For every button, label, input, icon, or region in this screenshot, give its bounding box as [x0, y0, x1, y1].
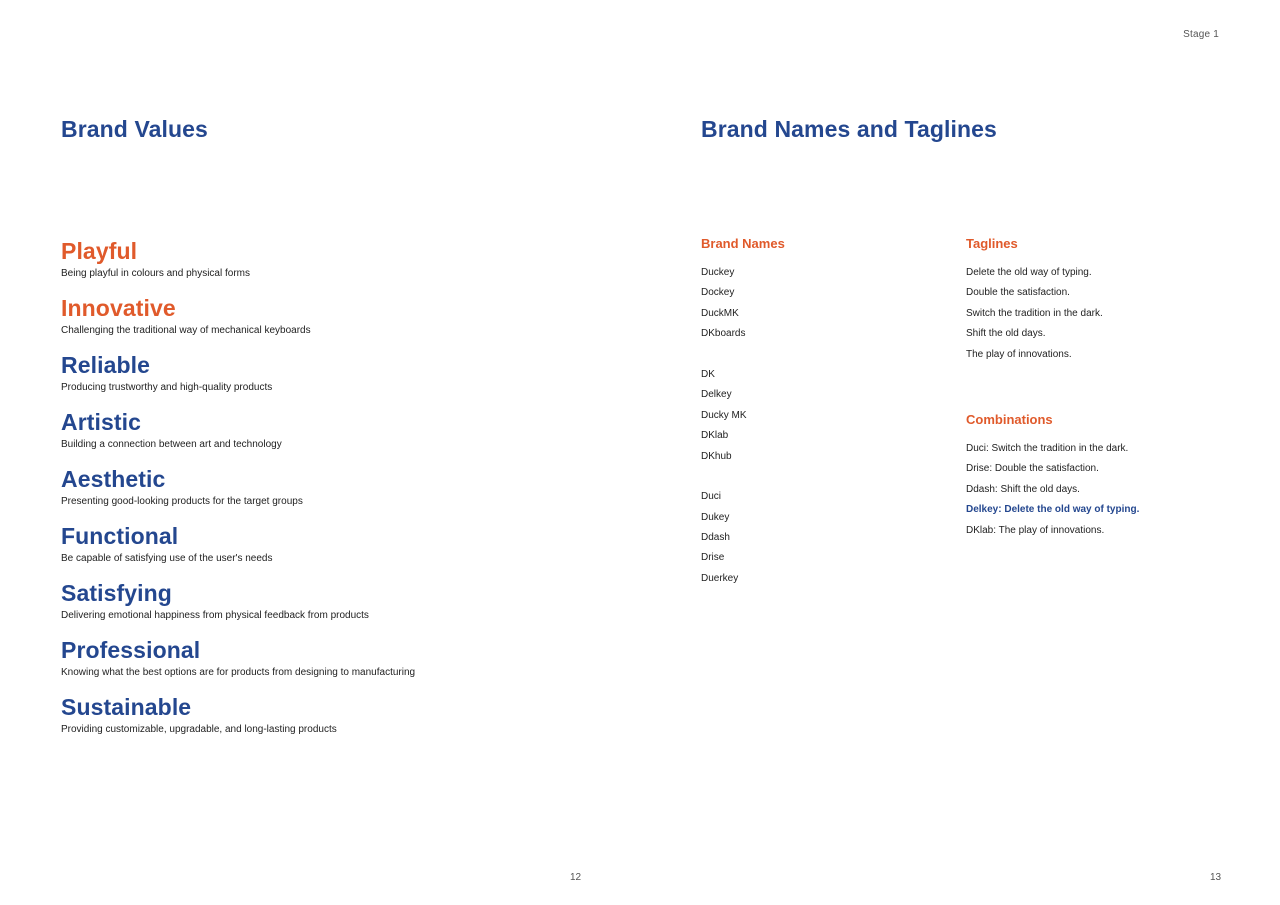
value-item-sustainable: [61, 692, 621, 749]
taglines-heading: Taglines: [966, 236, 1018, 251]
combination-item: Duci: Switch the tradition in the dark.: [966, 443, 1129, 454]
value-item-playful: [61, 236, 621, 293]
combinations-column: [966, 411, 1226, 541]
stage-label: Stage 1: [1183, 29, 1219, 40]
value-description: Producing trustworthy and high-quality products: [61, 382, 273, 393]
page-number-left: 12: [570, 872, 582, 883]
value-description: Be capable of satisfying use of the user's needs: [61, 553, 273, 564]
brand-name-item: DKhub: [701, 450, 732, 462]
value-description: Building a connection between art and technology: [61, 439, 282, 450]
combination-item: DKlab: The play of innovations.: [966, 524, 1105, 536]
brand-names-heading: Brand Names: [701, 236, 785, 251]
combination-item: Ddash: Shift the old days.: [966, 483, 1080, 495]
brand-name-item: Delkey: [701, 389, 732, 401]
value-item-professional: [61, 635, 621, 692]
value-name: Professional: [61, 637, 201, 663]
value-item-reliable: [61, 350, 621, 407]
value-name: Sustainable: [61, 694, 192, 720]
value-item-artistic: [61, 407, 621, 464]
tagline-item: Delete the old way of typing.: [966, 267, 1092, 278]
brand-names-column: [701, 235, 941, 589]
value-name: Reliable: [61, 352, 151, 378]
brand-name-item: Duckey: [701, 267, 735, 278]
combination-item: Drise: Double the satisfaction.: [966, 463, 1099, 475]
tagline-item: Switch the tradition in the dark.: [966, 307, 1103, 319]
combinations-heading: Combinations: [966, 412, 1053, 427]
page-number-right: 13: [1210, 872, 1222, 883]
combinations-list: [966, 439, 1226, 541]
value-description: Challenging the traditional way of mechanical keyboards: [61, 325, 311, 336]
value-description: Knowing what the best options are for products from designing to manufacturing: [61, 667, 416, 678]
brand-name-item: Dockey: [701, 287, 735, 299]
brand-name-item: Dukey: [701, 511, 730, 523]
page-title-brand-values: Brand Values: [61, 116, 208, 142]
tagline-item: The play of innovations.: [966, 348, 1072, 360]
value-description: Presenting good-looking products for the target groups: [61, 496, 303, 507]
value-name: Aesthetic: [61, 466, 166, 492]
value-description: Providing customizable, upgradable, and long-lasting products: [61, 724, 337, 735]
page-title-brand-names: Brand Names and Taglines: [701, 116, 997, 142]
brand-values-list: [61, 236, 621, 749]
brand-name-item: Ddash: [701, 532, 730, 544]
value-description: Being playful in colours and physical forms: [61, 268, 250, 279]
value-name: Artistic: [61, 409, 142, 435]
taglines-column: [966, 235, 1226, 365]
value-item-innovative: [61, 293, 621, 350]
value-name: Innovative: [61, 295, 176, 321]
brand-name-item: DKlab: [701, 430, 729, 442]
brand-name-item: Duerkey: [701, 572, 739, 584]
taglines-list: [966, 263, 1226, 365]
brand-name-item: DKboards: [701, 328, 746, 340]
value-item-aesthetic: [61, 464, 621, 521]
value-name: Functional: [61, 523, 179, 549]
brand-name-item: Duci: [701, 491, 722, 503]
brand-name-item: DuckMK: [701, 307, 739, 319]
value-item-functional: [61, 521, 621, 578]
brand-name-item: Ducky MK: [701, 409, 747, 421]
brand-name-item: Drise: [701, 552, 725, 564]
value-item-satisfying: [61, 578, 621, 635]
tagline-item: Shift the old days.: [966, 328, 1046, 340]
value-name: Satisfying: [61, 580, 172, 606]
brand-name-item: DK: [701, 368, 715, 380]
combination-item-highlighted: Delkey: Delete the old way of typing.: [966, 504, 1140, 516]
value-description: Delivering emotional happiness from physical feedback from products: [61, 610, 369, 621]
brand-names-list: [701, 263, 941, 589]
tagline-item: Double the satisfaction.: [966, 287, 1070, 299]
value-name: Playful: [61, 238, 138, 264]
